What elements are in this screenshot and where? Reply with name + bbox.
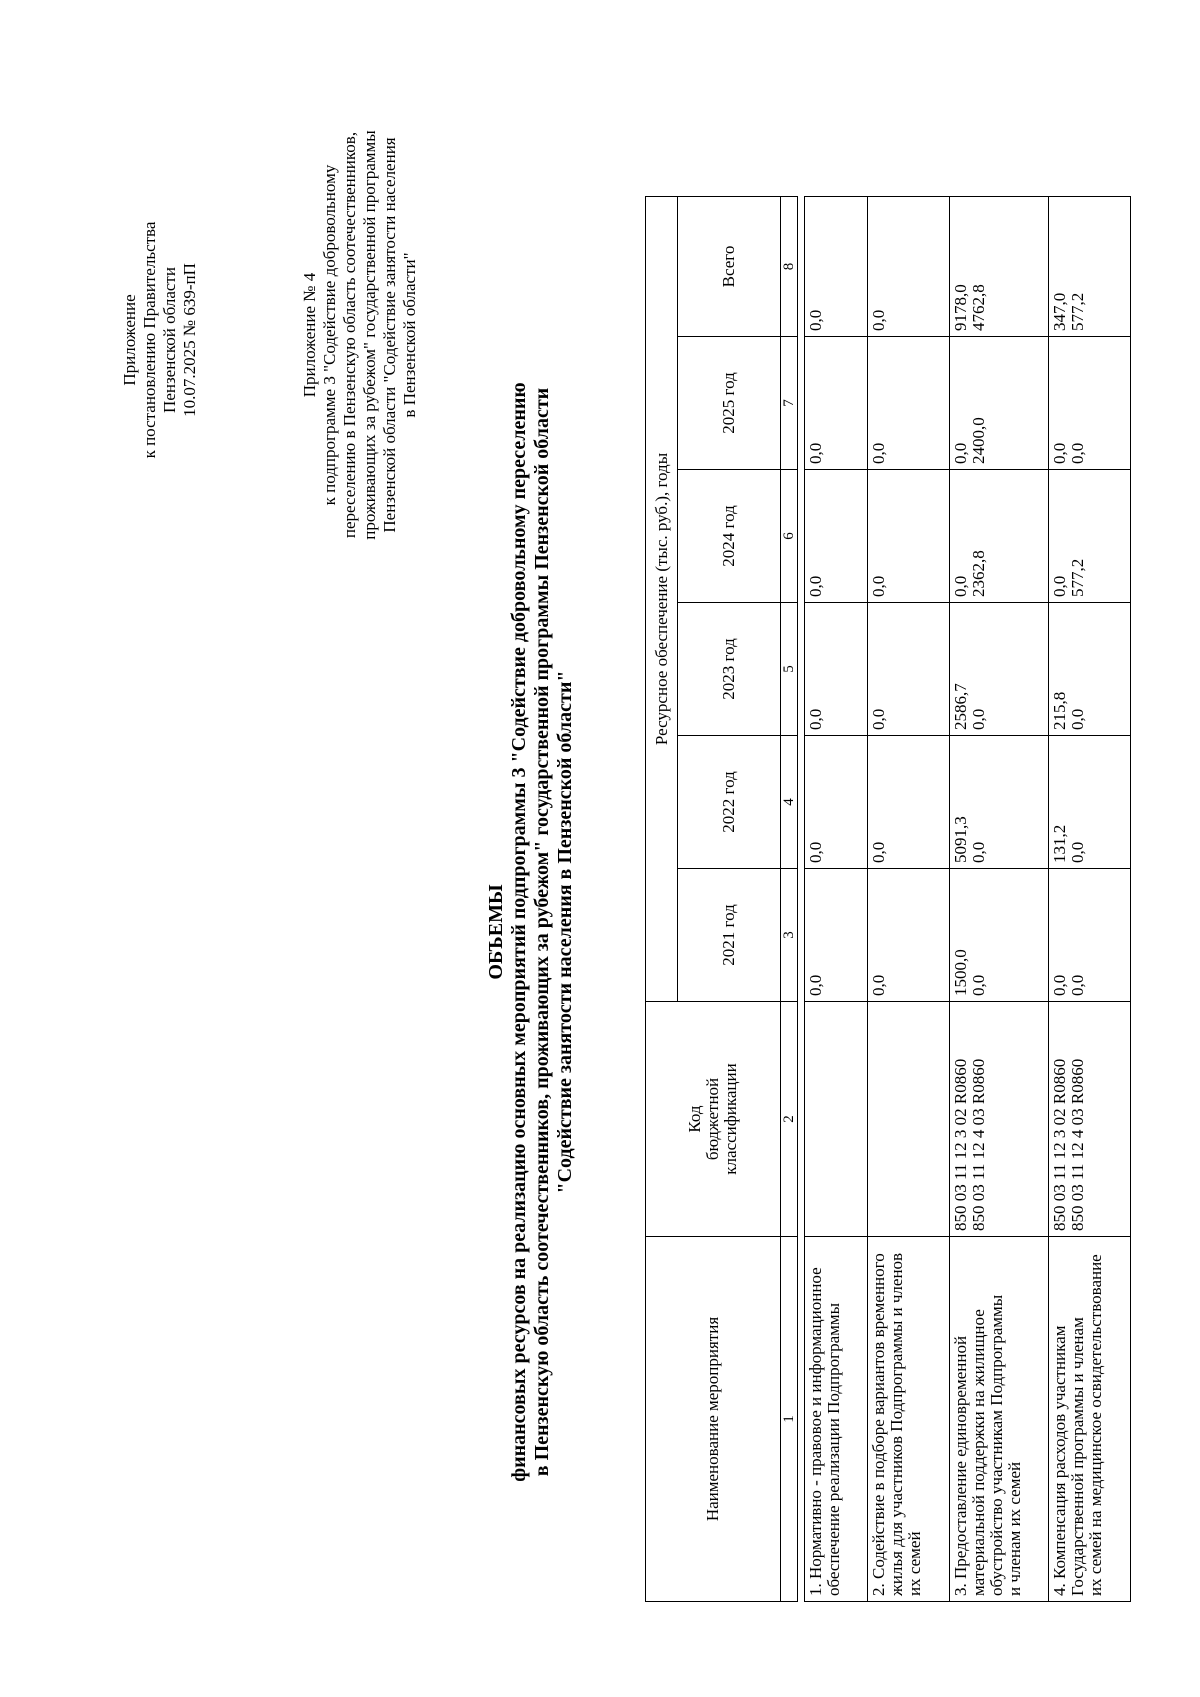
row-code-cell (1049, 1002, 1131, 1237)
appendix-line: проживающих за рубежом" государственной программы (360, 130, 379, 540)
header-code-line: бюджетной (703, 1077, 722, 1161)
row-value-cell (950, 470, 1049, 603)
header-total: Всего (678, 196, 781, 336)
row-name-cell (950, 1237, 1049, 1602)
budget-code: 850 03 11 12 4 03 R0860 (969, 1058, 988, 1231)
title-heading: ОБЪЕМЫ (485, 884, 507, 980)
row-name-line: материальной поддержки на жилищное (969, 1309, 988, 1596)
row-total-cell (950, 196, 1049, 336)
column-number: 5 (781, 603, 798, 736)
row-value-cell (1049, 603, 1131, 736)
budget-code: 850 03 11 12 3 02 R0860 (951, 1058, 970, 1231)
value-line: 0,0 (969, 841, 988, 863)
row-name-line: их семей (905, 1531, 924, 1596)
header-year: 2023 год (678, 603, 781, 736)
value-line: 0,0 (1068, 841, 1087, 863)
value-line: 0,0 (806, 974, 825, 996)
row-name-line: и членам их семей (1005, 1461, 1024, 1596)
appendix-line: Пензенской области "Содействие занятости населения (380, 137, 399, 533)
approval-line: Приложение (120, 294, 139, 386)
header-resource: Ресурсное обеспечение (тыс. руб.), годы (646, 196, 678, 1001)
table-row (1049, 196, 1131, 1601)
value-line: 2586,7 (951, 683, 970, 730)
row-code-cell (805, 1002, 868, 1237)
approval-line: к постановлению Правительства (140, 221, 159, 459)
row-value-cell (1049, 869, 1131, 1002)
row-value-cell (805, 869, 868, 1002)
approval-note (120, 150, 200, 530)
value-line: 0,0 (1050, 974, 1069, 996)
row-value-cell (868, 603, 950, 736)
row-name-line: 3. Предоставление единовременной (951, 1335, 970, 1596)
row-value-cell (950, 603, 1049, 736)
value-line: 0,0 (951, 575, 970, 597)
row-value-cell (1049, 736, 1131, 869)
appendix-line: Приложение № 4 (300, 272, 319, 398)
row-value-cell (950, 736, 1049, 869)
value-line: 9178,0 (951, 284, 970, 331)
row-name-line: 1. Нормативно - правовое и информационное (806, 1267, 825, 1596)
value-line: 0,0 (1068, 442, 1087, 464)
appendix-note (300, 100, 420, 570)
column-number: 6 (781, 470, 798, 603)
value-line: 347,0 (1050, 292, 1069, 331)
row-total-cell (868, 196, 950, 336)
header-year: 2025 год (678, 337, 781, 470)
header-year: 2022 год (678, 736, 781, 869)
row-name-line: 2. Содействие в подборе вариантов временного (869, 1253, 888, 1596)
value-line: 0,0 (869, 575, 888, 597)
value-line: 0,0 (1068, 708, 1087, 730)
row-name-line: Государственной программы и членам (1068, 1317, 1087, 1596)
row-total-cell (1049, 196, 1131, 336)
header-row (646, 196, 678, 1601)
value-line: 0,0 (806, 708, 825, 730)
row-name-line: обеспечение реализации Подпрограммы (824, 1302, 843, 1596)
column-number: 4 (781, 736, 798, 869)
value-line: 577,2 (1068, 292, 1087, 331)
column-numbers-row (781, 196, 798, 1601)
document-title (485, 222, 577, 1642)
value-line: 0,0 (969, 708, 988, 730)
value-line: 577,2 (1068, 558, 1087, 597)
row-total-cell (805, 196, 868, 336)
value-line: 4762,8 (969, 284, 988, 331)
row-value-cell (950, 337, 1049, 470)
header-year: 2024 год (678, 470, 781, 603)
value-line: 0,0 (1050, 575, 1069, 597)
column-number: 3 (781, 869, 798, 1002)
row-name-line: жилья для участников Подпрограммы и членов (887, 1252, 906, 1596)
value-line: 0,0 (869, 442, 888, 464)
header-code (646, 1002, 781, 1237)
header-code-line: Код (685, 1105, 704, 1133)
row-value-cell (805, 470, 868, 603)
header-name: Наименование мероприятия (646, 1237, 781, 1602)
value-line: 1500,0 (951, 949, 970, 996)
row-code-cell (868, 1002, 950, 1237)
row-name-line: 4. Компенсация расходов участникам (1050, 1325, 1069, 1596)
row-value-cell (868, 337, 950, 470)
value-line: 0,0 (806, 841, 825, 863)
value-line: 215,8 (1050, 691, 1069, 730)
spacer-row (798, 196, 805, 1601)
value-line: 0,0 (969, 974, 988, 996)
row-value-cell (805, 337, 868, 470)
budget-code: 850 03 11 12 4 03 R0860 (1068, 1058, 1087, 1231)
column-number: 2 (781, 1002, 798, 1237)
row-value-cell (1049, 470, 1131, 603)
title-line: в Пензенскую область соотечественников, проживающих за рубежом" государственной программы Пензенской области (531, 387, 553, 1477)
row-value-cell (805, 603, 868, 736)
table-row (950, 196, 1049, 1601)
value-line: 5091,3 (951, 816, 970, 863)
appendix-line: в Пензенской области" (400, 252, 419, 418)
row-value-cell (950, 869, 1049, 1002)
appendix-line: к подпрограмме 3 "Содействие добровольному (320, 164, 339, 506)
row-name-cell (868, 1237, 950, 1602)
column-number: 7 (781, 337, 798, 470)
value-line: 0,0 (1068, 974, 1087, 996)
spacer-cell (798, 196, 805, 1601)
column-number: 8 (781, 196, 798, 336)
header-code-line: классификации (721, 1063, 740, 1175)
title-line: финансовых ресурсов на реализацию основных мероприятий подпрограммы 3 "Содействие добровольному переселению (508, 382, 530, 1482)
value-line: 0,0 (869, 841, 888, 863)
approval-line: Пензенской области (160, 267, 179, 413)
row-name-line: обустройство участникам Подпрограммы (987, 1294, 1006, 1596)
table-row (805, 196, 868, 1601)
row-name-cell (805, 1237, 868, 1602)
value-line: 0,0 (951, 442, 970, 464)
value-line: 0,0 (806, 575, 825, 597)
value-line: 131,2 (1050, 824, 1069, 863)
row-value-cell (1049, 337, 1131, 470)
value-line: 0,0 (869, 708, 888, 730)
row-name-line: их семей на медицинское освидетельствование (1086, 1254, 1105, 1596)
row-code-cell (950, 1002, 1049, 1237)
resources-table (645, 196, 1131, 1602)
row-value-cell (805, 736, 868, 869)
budget-code: 850 03 11 12 3 02 R0860 (1050, 1058, 1069, 1231)
row-name-cell (1049, 1237, 1131, 1602)
value-line: 2400,0 (969, 417, 988, 464)
column-number: 1 (781, 1237, 798, 1602)
value-line: 0,0 (1050, 442, 1069, 464)
value-line: 0,0 (869, 974, 888, 996)
approval-line: 10.07.2025 № 639-пП (180, 263, 199, 417)
header-year: 2021 год (678, 869, 781, 1002)
value-line: 0,0 (806, 442, 825, 464)
value-line: 0,0 (869, 309, 888, 331)
appendix-line: переселению в Пензенскую область соотечественников, (340, 131, 359, 539)
row-value-cell (868, 869, 950, 1002)
value-line: 2362,8 (969, 550, 988, 597)
title-line: "Содействие занятости населения в Пензенской области" (554, 670, 576, 1194)
table-row (868, 196, 950, 1601)
row-value-cell (868, 470, 950, 603)
row-value-cell (868, 736, 950, 869)
value-line: 0,0 (806, 309, 825, 331)
